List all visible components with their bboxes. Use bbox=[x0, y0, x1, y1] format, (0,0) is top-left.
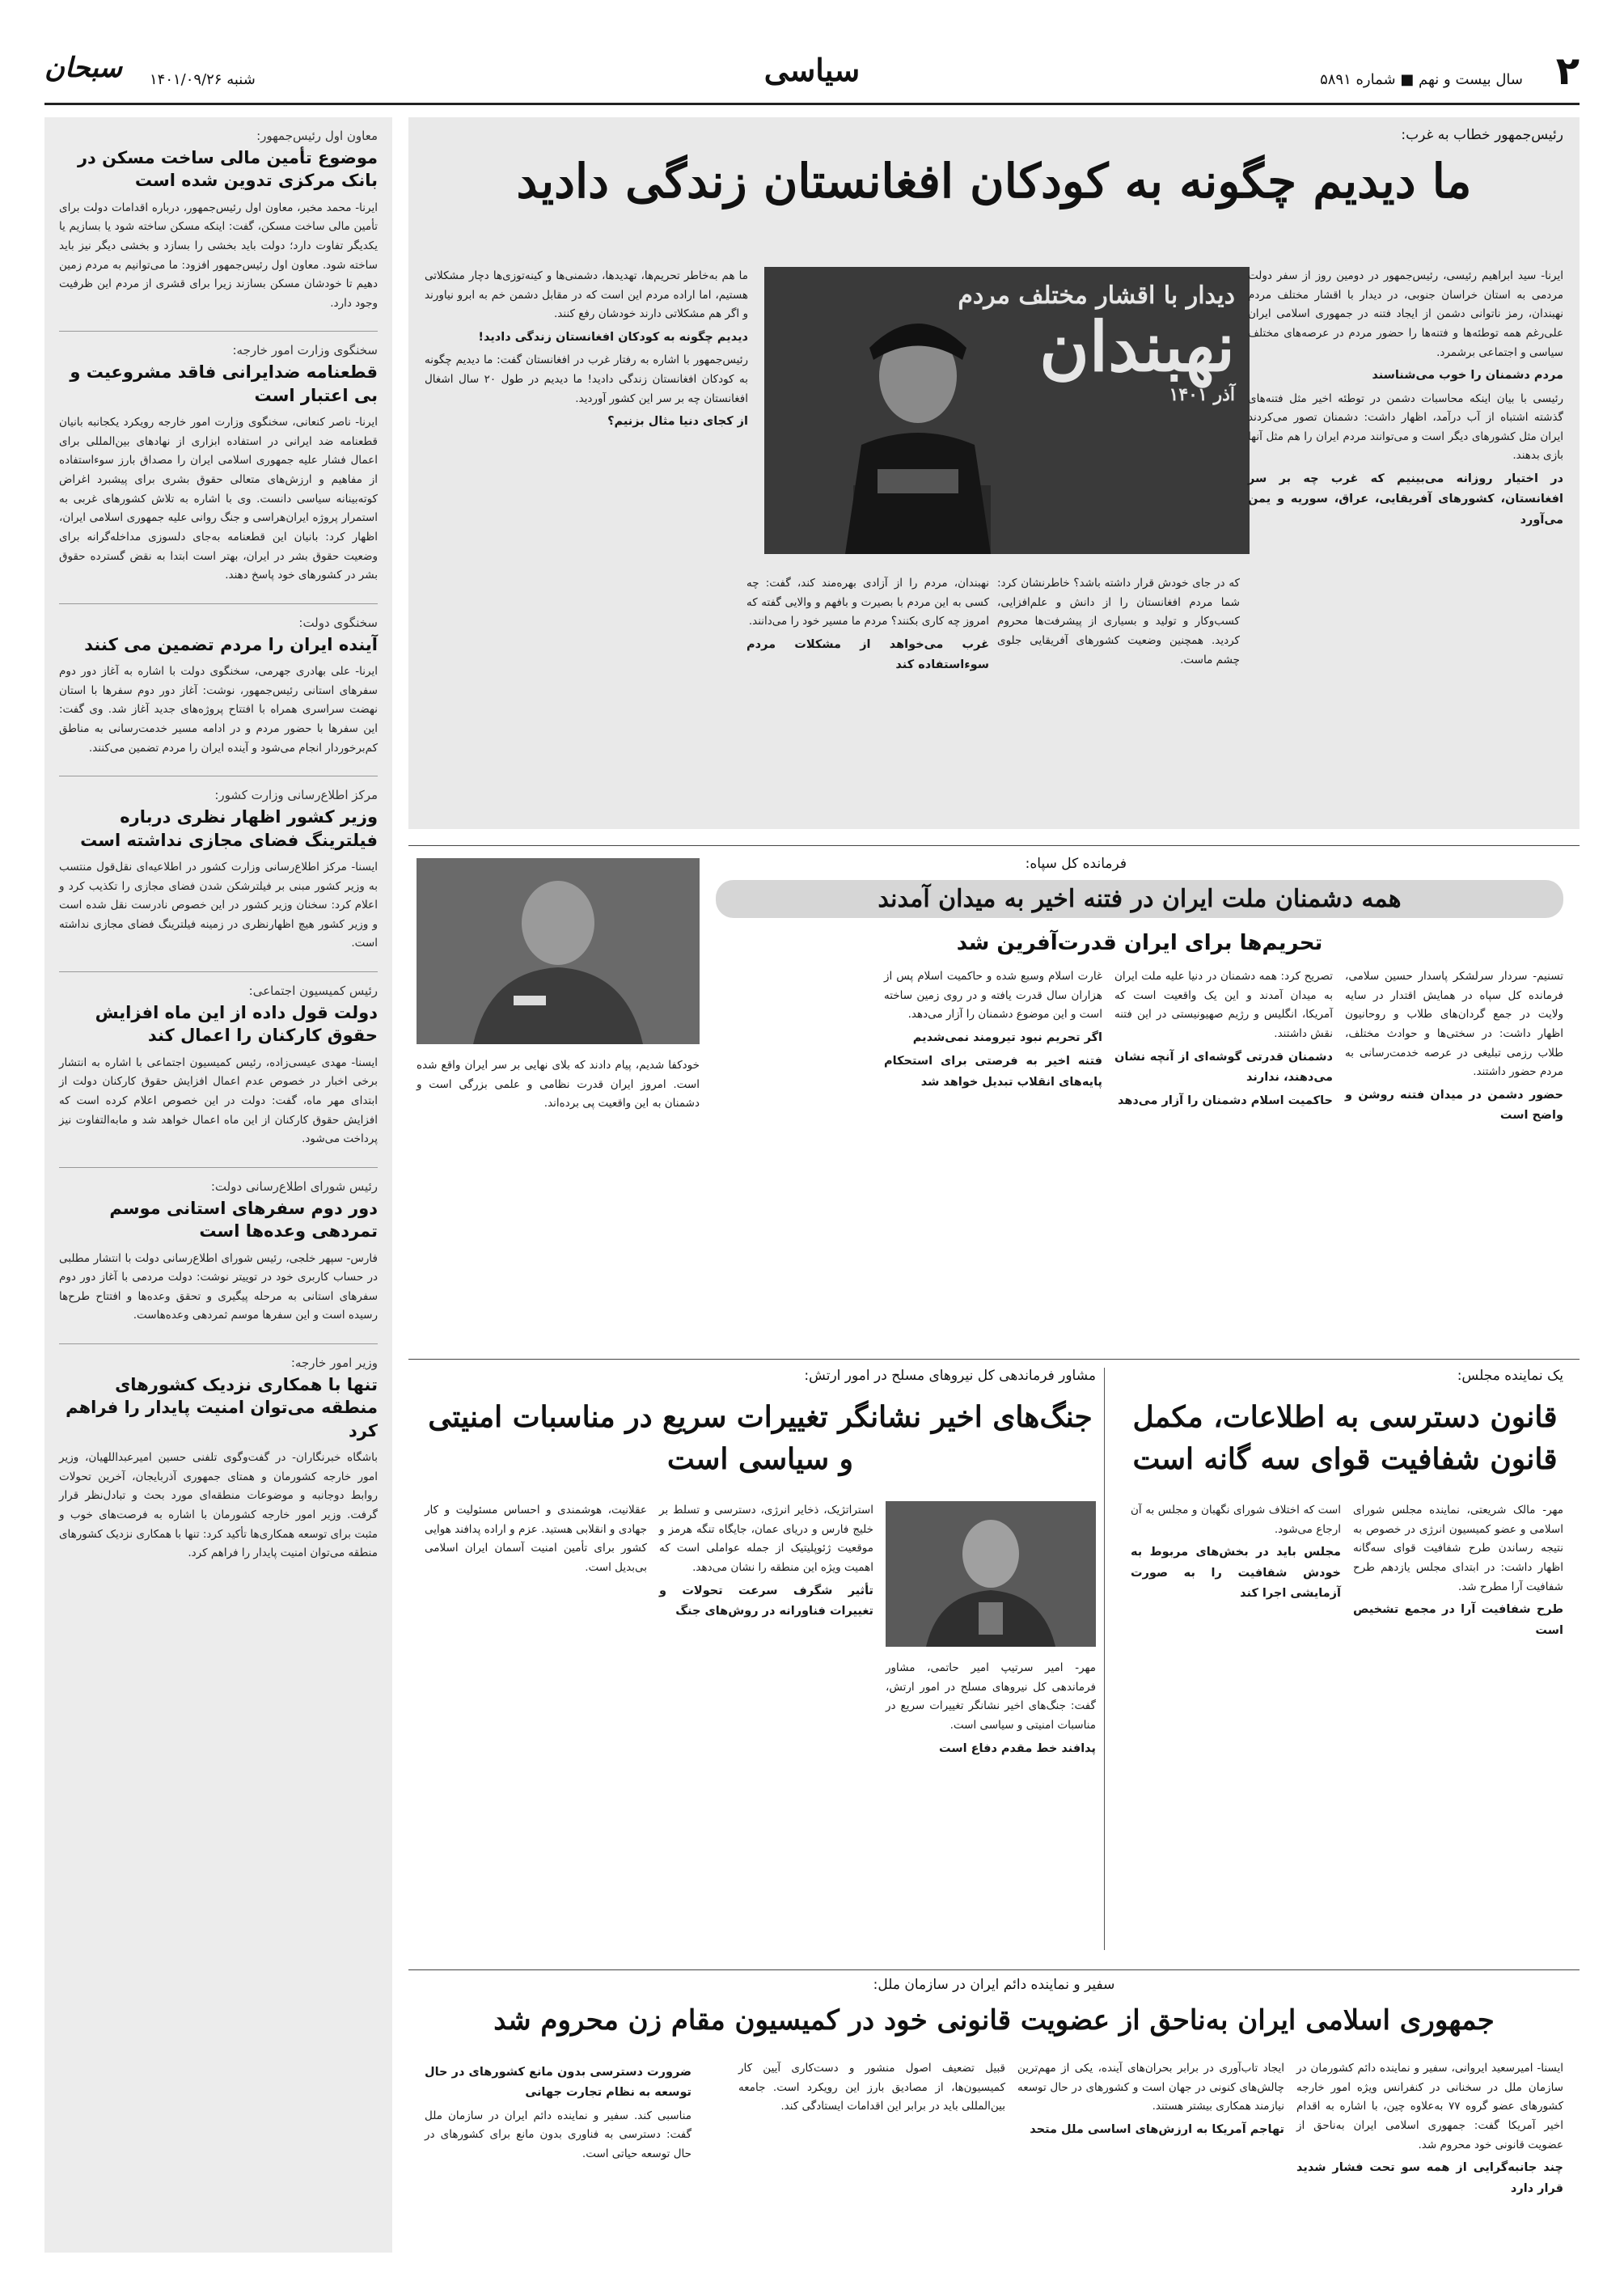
brief-item bbox=[59, 788, 378, 954]
issue-info: سال بیست و نهم ■ شماره ۵۸۹۱ bbox=[1320, 71, 1523, 88]
story-subhead: اگر تحریم نبود تیرومند نمی‌شدیم bbox=[912, 1030, 1102, 1044]
issue-date: شنبه ۱۴۰۱/۰۹/۲۶ bbox=[150, 71, 256, 88]
brief-item bbox=[59, 343, 378, 585]
story-subhead: دشمنان قدرتی گوشه‌ای از آنچه نشان می‌دهند، ندارند bbox=[1114, 1050, 1333, 1084]
story-column bbox=[738, 2059, 1005, 2117]
story-paragraph: مناسبی کند. سفیر و نماینده دائم ایران در سازمان ملل گفت: دسترسی به فناوری بدون مانع برای کشورهای در حال توسعه حیاتی است. bbox=[425, 2109, 691, 2160]
story-headline: جنگ‌های اخیر نشانگر تغییرات سریع در مناسبات امنیتی و سیاسی است bbox=[428, 1400, 1093, 1477]
brief-title: دولت قول داده از این ماه افزایش حقوق کارکنان را اعمال کند bbox=[95, 1003, 378, 1046]
brief-title: موضوع تأمین مالی ساخت مسکن در بانک مرکزی تدوین شده است bbox=[77, 148, 378, 191]
lead-paragraph: رئیسی با بیان اینکه محاسبات دشمن در توطئه اخیر مثل فتنه‌های گذشته اشتباه از آب درآمد، اظهار داشت: دشمنان تصور می‌کردند ایران مثل کشورهای دیگر است و می‌توانند مردم ایران را هم مثل آنها بازی بدهند. bbox=[1248, 391, 1563, 463]
advisor-photo bbox=[886, 1501, 1096, 1647]
photo-banner bbox=[958, 281, 1235, 405]
story-kicker: مشاور فرماندهی کل نیروهای مسلح در امور ارتش: bbox=[804, 1368, 1096, 1384]
banner-line-3: آذر ۱۴۰۱ bbox=[1169, 384, 1235, 406]
story-paragraph: تصریح کرد: همه دشمنان در دنیا علیه ملت ایران به میدان آمدند و این یک واقعیت است که آمریکا، انگلیس و رژیم صهیونیستی در این فتنه نقش داشتند. bbox=[1114, 970, 1333, 1040]
story-subhead: ضرورت دسترسی بدون مانع کشورهای در حال توسعه به نظام تجارت جهانی bbox=[425, 2066, 691, 2100]
lead-paragraph: ایرنا- سید ابراهیم رئیسی، رئیس‌جمهور در دومین روز از سفر دولت مردمی به استان خراسان جنوبی، در دیدار با اقشار مختلف مردم نهبندان، رمز ناتوانی دشمن از ایجاد فتنه در جمهوری اسلامی ایران علی‌رغم همه توطئه‌ها و فتنه‌ها را حضور مردم در عرصه‌های مختلف سیاسی و اجتماعی برشمرد. bbox=[1248, 269, 1563, 359]
divider bbox=[59, 971, 378, 972]
divider bbox=[59, 1167, 378, 1168]
story-column bbox=[1017, 2059, 1284, 2143]
brief-item bbox=[59, 1356, 378, 1563]
lead-subhead: از کجای دنیا مثال بزنیم؟ bbox=[607, 415, 748, 429]
section-title: سیاسی bbox=[763, 52, 861, 88]
lead-column bbox=[997, 574, 1240, 670]
commander-figure-icon bbox=[417, 858, 700, 1044]
story-headline: قانون دسترسی به اطلاعات، مکمل قانون شفافیت قوای سه گانه است bbox=[1132, 1400, 1558, 1477]
brief-title: دور دوم سفرهای استانی موسم تمردهی وعده‌ها است bbox=[109, 1198, 378, 1242]
brief-item bbox=[59, 984, 378, 1149]
brief-kicker: رئیس کمیسیون اجتماعی: bbox=[248, 984, 378, 999]
brief-body: ایسنا- مرکز اطلاع‌رسانی وزارت کشور در اطلاعیه‌ای نقل‌قول منتسب به وزیر کشور مبنی بر فیلترشکن شدن فضای مجازی را تکذیب کرد و اعلام کرد: سخنان وزیر کشور در این خصوص نادرست نقل شده است و وزیر کشور هیچ اظهارنظری در زمینه فیلترینگ فضای مجازی نداشته است. bbox=[59, 860, 378, 950]
story-subheadline: تحریم‌ها برای ایران قدرت‌آفرین شد bbox=[956, 931, 1323, 955]
brief-body: ایسنا- مهدی عیسی‌زاده، رئیس کمیسیون اجتماعی با اشاره به انتشار برخی اخبار در خصوص عدم اعمال افزایش حقوق کارکنان دولت از ابتدای مهر ماه، گفت: دولت در این خصوص اعلام کرده است که افزایش حقوق کارکنان از این ماه اعمال خواهد شد و مابه‌التفاوت نیز پرداخت می‌شود. bbox=[59, 1056, 378, 1146]
brief-title: تنها با همکاری نزدیک کشورهای منطقه می‌توان امنیت پایدار را فراهم کرد bbox=[66, 1375, 378, 1441]
story-column bbox=[425, 2059, 691, 2164]
lead-paragraph: رئیس‌جمهور با اشاره به رفتار غرب در افغانستان گفت: ما دیدیم چگونه به کودکان افغانستان زندگی دادید! ما دیدیم در طول ۲۰ سال اشغال افغانستان چه بر سر این کشور آوردید. bbox=[425, 353, 748, 405]
brief-kicker: وزیر امور خارجه: bbox=[290, 1356, 378, 1371]
story-subhead: تهاجم آمریکا به ارزش‌های اساسی ملل متحد bbox=[1030, 2122, 1284, 2136]
story-kicker: سفیر و نماینده دائم ایران در سازمان ملل: bbox=[873, 1977, 1115, 1993]
brief-title: وزیر کشور اظهار نظری درباره فیلترینگ فضای مجازی نداشته است bbox=[80, 807, 378, 850]
divider bbox=[59, 331, 378, 332]
brief-body: ایرنا- ناصر کنعانی، سخنگوی وزارت امور خارجه رویکرد یکجانبه بانیان قطعنامه ضد ایرانی در استفاده ابزاری از نهادهای بین‌المللی برای اعمال فشار علیه جمهوری اسلامی ایران را مصداق بارز سوءاستفاده از مفاهیم و ارزش‌های متعالی حقوق بشری برای پیشبرد اغراض کوته‌بینانه سیاسی دانست. وی با اشاره به تلاش کشورهای غربی به استمرار پروژه ایران‌هراسی و جنگ روانی علیه جمهوری اسلامی ایران، اظهار کرد: بانیان این قطعنامه به‌جای دلسوزی مداخله‌گرانه برای وضعیت حقوق بشر در ایران، بهتر است ابتدا به نقض گسترده حقوق بشر در کشورهای خود پاسخ دهند. bbox=[59, 416, 378, 582]
brief-title: قطعنامه ضدایرانی فاقد مشروعیت و بی اعتبار است bbox=[70, 362, 378, 405]
lead-column bbox=[425, 267, 748, 436]
story-subhead: طرح شفافیت آرا در مجمع تشخیص است bbox=[1353, 1603, 1563, 1637]
story-subhead: حضور دشمن در میدان فتنه روشن و واضح است bbox=[1345, 1088, 1563, 1123]
row-two-stories bbox=[408, 1359, 1580, 1957]
story-un-envoy bbox=[408, 1969, 1580, 2253]
story-kicker: یک نماینده مجلس: bbox=[1457, 1368, 1563, 1384]
news-briefs-sidebar bbox=[44, 117, 392, 2253]
banner-line-1: دیدار با اقشار مختلف مردم bbox=[958, 281, 1235, 310]
story-column bbox=[425, 1501, 647, 1578]
lead-subhead: در اختیار روزانه می‌بینیم که غرب چه بر سر افغانستان، کشورهای آفریقایی، عراق، سوریه و یمن می‌آورد bbox=[1248, 472, 1563, 527]
story-column bbox=[1131, 1501, 1341, 1607]
commander-photo bbox=[417, 858, 700, 1044]
brief-kicker: سخنگوی وزارت امور خارجه: bbox=[232, 343, 378, 358]
story-column bbox=[1353, 1501, 1563, 1644]
story-paragraph: استراتژیک، ذخایر انرژی، دسترسی و تسلط بر خلیج فارس و دریای عمان، جایگاه تنگه هرمز و موقعیت ژئوپلیتیک از جمله عواملی است که اهمیت ویژه این منطقه را نشان می‌دهد. bbox=[659, 1504, 873, 1574]
story-column bbox=[886, 1659, 1096, 1762]
brief-body: ایرنا- علی بهادری جهرمی، سخنگوی دولت با اشاره به آغاز دور دوم سفرهای استانی رئیس‌جمهور، نوشت: آغاز دور دوم سفرها با استان نهضت سراسری همراه با افتتاح پروژه‌های جدید آغاز شد. وی گفت: این سفرها با حضور مردم و در ادامه مسیر خدمت‌رسانی به مناطق کم‌برخوردار انجام می‌شود و آینده ایران را مردم تضمین می‌کنند. bbox=[59, 665, 378, 755]
lead-paragraph: نهبندان، مردم را از آزادی بهره‌مند کند، گفت: چه کسی به این مردم با بصیرت و بافهم و والایی گفته که امروز چه کاری بکنند؟ مردم ما مسیر خود را می‌دانند. bbox=[746, 577, 989, 628]
lead-column bbox=[746, 574, 989, 679]
brief-item bbox=[59, 129, 378, 313]
story-column bbox=[417, 1056, 700, 1114]
story-subhead: پدافند خط مقدم دفاع است bbox=[938, 1741, 1096, 1755]
divider bbox=[59, 603, 378, 604]
divider bbox=[59, 1343, 378, 1344]
story-column bbox=[659, 1501, 873, 1625]
page-number: ۲ bbox=[1555, 49, 1580, 94]
brief-kicker: مرکز اطلاع‌رسانی وزارت کشور: bbox=[214, 788, 378, 803]
story-paragraph: است که اختلاف شورای نگهبان و مجلس به آن ارجاع می‌شود. bbox=[1131, 1504, 1341, 1536]
story-paragraph: خودکفا شدیم، پیام دادند که بلای نهایی بر سر ایران واقع شده است. امروز ایران قدرت نظامی و علمی بزرگی است و دشمنان به این واقعیت پی برده‌اند. bbox=[417, 1059, 700, 1111]
story-column bbox=[1296, 2059, 1563, 2202]
brief-item bbox=[59, 616, 378, 758]
lead-kicker: رئیس‌جمهور خطاب به غرب: bbox=[1401, 127, 1563, 143]
brief-title: آینده ایران را مردم تضمین می کنند bbox=[84, 634, 378, 654]
lead-paragraph: ما هم به‌خاطر تحریم‌ها، تهدیدها، دشمنی‌ها و کینه‌توزی‌ها دچار مشکلاتی هستیم، اما اراده مردم این است که در مقابل دشمن خم به ابرو نیاورند و اگر هم مشکلاتی دارند خودشان رفع کنند. bbox=[425, 269, 748, 321]
brief-kicker: معاون اول رئیس‌جمهور: bbox=[256, 129, 378, 143]
story-subhead: حاکمیت اسلام دشمنان را آزار می‌دهد bbox=[1117, 1094, 1333, 1108]
brief-body: ایرنا- محمد مخبر، معاون اول رئیس‌جمهور، درباره اقدامات دولت برای تأمین مالی ساخت مسکن، گفت: اینکه مسکن ساخته شود یا بسازیم یا یکدیگر تفاوت دارد؛ دولت باید بخشی را بسازد و بخشی دیگر نیز باید ساخته شود. معاون اول رئیس‌جمهور افزود: ما می‌توانیم به مردم زمین دهیم تا خودشان مسکن بسازند زیرا برای قشری از مردم این ظرفیت وجود دارد. bbox=[59, 201, 378, 310]
story-paragraph: مهر- مالک شریعتی، نماینده مجلس شورای اسلامی و عضو کمیسیون انرژی در خصوص به نتیجه رساندن طرح شفافیت قوای سه‌گانه اظهار داشت: در ابتدای مجلس یازدهم طرح شفافیت آرا مطرح شد. bbox=[1353, 1504, 1563, 1593]
lead-subhead: غرب می‌خواهد از مشکلات مردم سوءاستفاده کند bbox=[746, 637, 989, 672]
lead-photo bbox=[764, 267, 1250, 554]
brief-kicker: رئیس شورای اطلاع‌رسانی دولت: bbox=[210, 1178, 378, 1194]
story-subhead: مجلس باید در بخش‌های مربوط به خودش شفافیت را به صورت آزمایشی اجرا کند bbox=[1131, 1546, 1341, 1600]
brief-item bbox=[59, 1179, 378, 1326]
story-headline: همه دشمنان ملت ایران در فتنه اخیر به میدان آمدند bbox=[716, 880, 1563, 918]
story-kicker: فرمانده کل سپاه: bbox=[1025, 856, 1127, 872]
lead-subhead: دیدیم چگونه به کودکان افغانستان زندگی دادید! bbox=[478, 330, 748, 344]
story-paragraph: ایجاد تاب‌آوری در برابر بحران‌های آینده، یکی از مهم‌ترین چالش‌های کنونی در جهان است و کشورهای در حال توسعه نیازمند همکاری بیشتر هستند. bbox=[1017, 2062, 1284, 2113]
story-subhead: فتنه اخیر به فرصتی برای استحکام پایه‌های انقلاب تبدیل خواهد شد bbox=[884, 1055, 1102, 1089]
story-paragraph: تسنیم- سردار سرلشکر پاسدار حسین سلامی، فرمانده کل سپاه در همایش اقتدار در سایه ولایت در جمع گردان‌های طلاب و روحانیون اظهار داشت: در سختی‌ها و حوادث مختلف، طلاب رزمی تبلیغی در عرصه خدمت‌رسانی به مردم حضور داشتند. bbox=[1345, 970, 1563, 1079]
story-headline: جمهوری اسلامی ایران به‌ناحق از عضویت قانونی خود در کمیسیون مقام زن محروم شد bbox=[493, 2004, 1495, 2037]
story-column bbox=[1114, 967, 1333, 1115]
main-content bbox=[408, 117, 1580, 2253]
brief-kicker: سخنگوی دولت: bbox=[298, 615, 378, 630]
story-paragraph: عقلانیت، هوشمندی و احساس مسئولیت و کار جهادی و انقلابی هستید. عزم و اراده پدافند هوایی کشور برای تأمین امنیت آسمان ایران اسلامی بی‌بدیل است. bbox=[425, 1504, 647, 1574]
masthead bbox=[44, 49, 1580, 105]
brief-body: فارس- سپهر خلجی، رئیس شورای اطلاع‌رسانی دولت با انتشار مطلبی در حساب کاربری خود در توییتر نوشت: دولت مردمی با آغاز دور دوم سفرهای استانی به مرحله پیگیری و تحقق وعده‌ها و افتتاح طرح‌ها رسیده است و این سفرها موسم ثمردهی وعده‌هاست. bbox=[59, 1251, 378, 1322]
story-paragraph: ایسنا- امیرسعید ایروانی، سفیر و نماینده دائم کشورمان در سازمان ملل در سخنانی در کنفرانس ویژه امور خارجه کشورهای عضو گروه ۷۷ به‌علاوه چین، با اشاره به اقدام اخیر آمریکا گفت: جمهوری اسلامی ایران به‌ناحق از عضویت قانونی خود محروم شد. bbox=[1296, 2062, 1563, 2151]
lead-story bbox=[408, 117, 1580, 829]
lead-subhead: مردم دشمنان را خوب می‌شناسند bbox=[1372, 369, 1563, 383]
story-column bbox=[1345, 967, 1563, 1130]
story-subhead: تأثیر شگرف سرعت تحولات و تغییرات فناورانه در روش‌های جنگ bbox=[659, 1584, 873, 1618]
story-irgc bbox=[408, 845, 1580, 1347]
story-paragraph: قبیل تضعیف اصول منشور و دست‌کاری آیین کار کمیسیون‌ها، از مصادیق بارز این رویکرد است. جامعه بین‌المللی باید در برابر این اقدامات ایستادگی کند. bbox=[738, 2062, 1005, 2113]
story-subhead: چند جانبه‌گرایی از همه سو تحت فشار شدید قرار دارد bbox=[1296, 2161, 1563, 2195]
lead-column bbox=[1248, 267, 1563, 534]
banner-line-2: نهبندان bbox=[1039, 307, 1235, 387]
lead-headline: ما دیدیم چگونه به کودکان افغانستان زندگی دادید bbox=[516, 154, 1472, 209]
story-paragraph: مهر- امیر سرتیپ امیر حاتمی، مشاور فرماندهی کل نیروهای مسلح در امور ارتش، گفت: جنگ‌های اخیر نشانگر تغییرات سریع در مناسبات امنیتی و سیاسی است. bbox=[886, 1661, 1096, 1732]
brief-body: باشگاه خبرنگاران- در گفت‌وگوی تلفنی حسین امیرعبداللهیان، وزیر امور خارجه کشورمان و همتای جمهوری آذربایجان، آخرین تحولات روابط دوجانبه و موضوعات منطقه‌ای مورد بحث و تبادل‌نظر قرار گرفت. وزیر امور خارجه کشورمان با اشاره به فرصت‌های خوب و مثبت برای توسعه همکاری‌ها تأکید کرد: تنها با همکاری نزدیک کشورهای منطقه می‌توان امنیت پایدار را فراهم کرد. bbox=[58, 1451, 378, 1560]
lead-paragraph: که در جای خودش قرار داشته باشد؟ خاطرنشان کرد: شما مردم افغانستان را از دانش و علم‌افزایی، کسب‌وکار و تولید و بسیاری از پیشرفت‌ها محروم کردید. همچنین وضعیت کشورهای آفریقایی جلوی چشم ماست. bbox=[997, 577, 1240, 666]
column-divider bbox=[1104, 1368, 1105, 1950]
newspaper-logo: سبحان bbox=[44, 52, 123, 84]
advisor-figure-icon bbox=[886, 1501, 1096, 1647]
story-column bbox=[884, 967, 1102, 1096]
story-paragraph: غارت اسلام وسیع شده و حاکمیت اسلام پس از هزاران سال قدرت یافته و در روی زمین ساخته است و این موضوع دشمنان را آزار می‌دهد. bbox=[884, 970, 1102, 1022]
